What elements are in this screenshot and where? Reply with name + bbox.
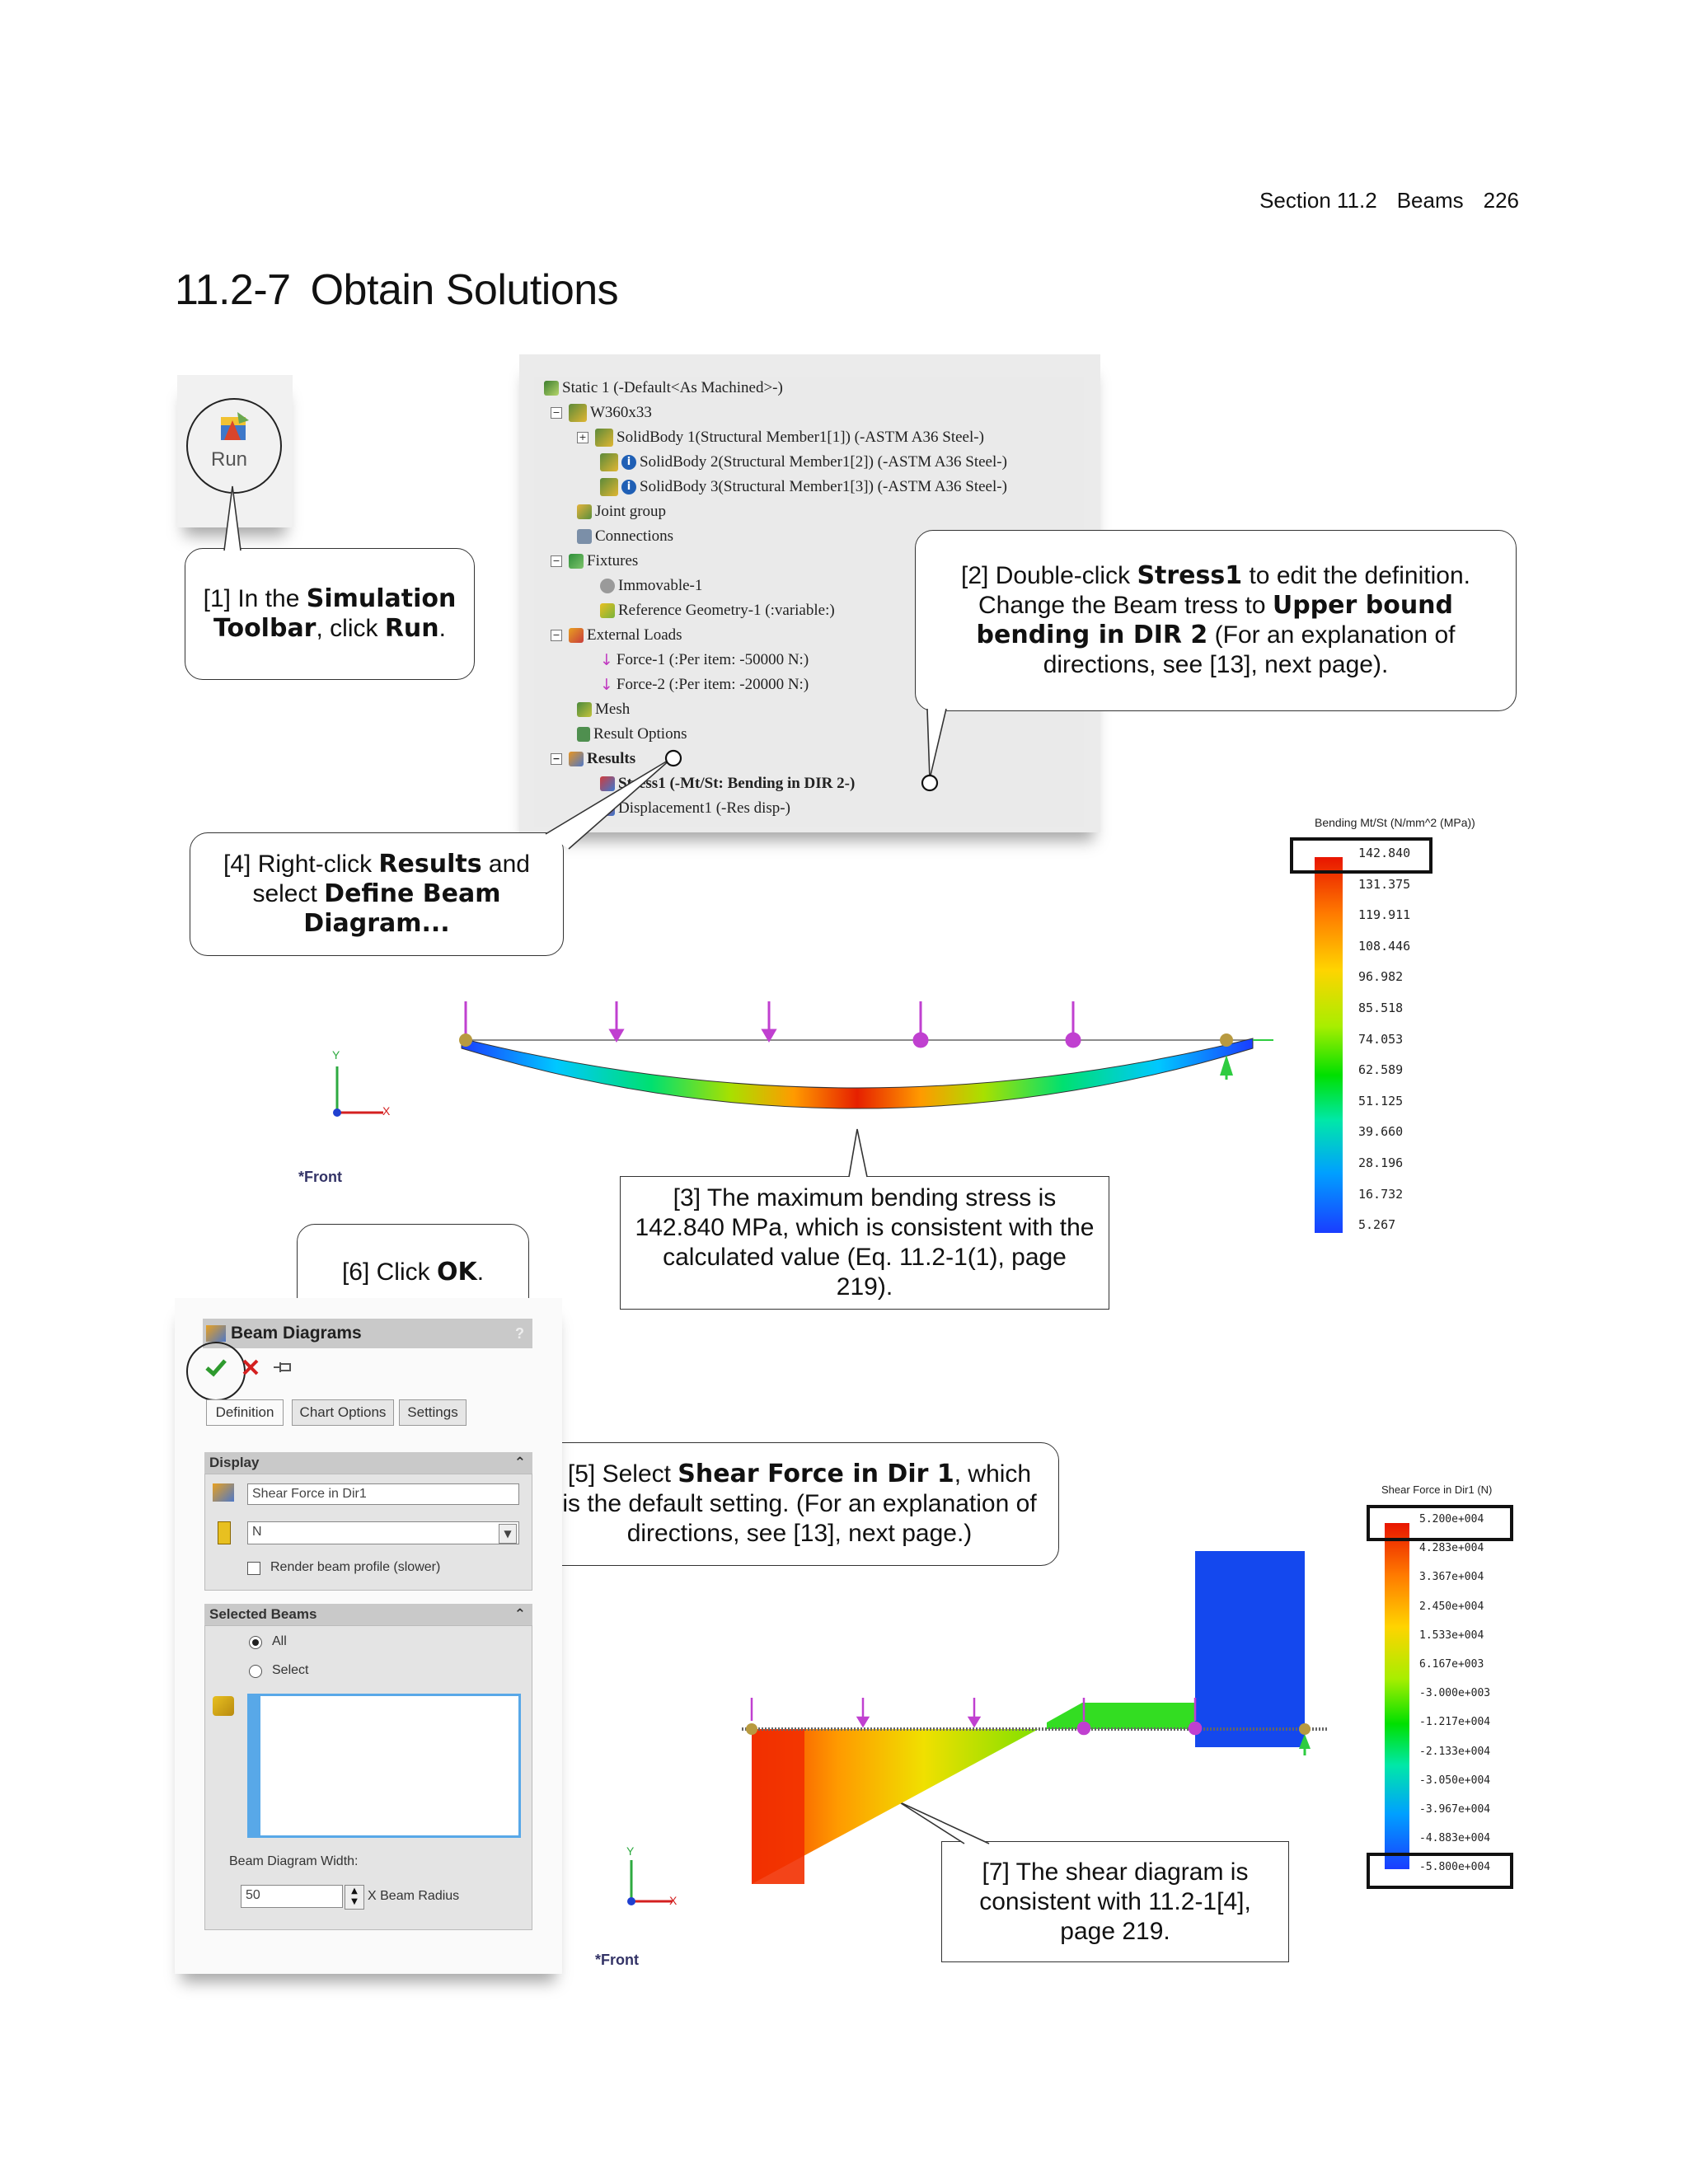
render-profile-label: Render beam profile (slower) bbox=[270, 1560, 441, 1574]
bending-legend-label: 85.518 bbox=[1358, 1001, 1404, 1015]
heading-number: 11.2-7 bbox=[175, 266, 291, 314]
axis-triad-bottom bbox=[620, 1850, 694, 1916]
topic-label: Beams bbox=[1396, 188, 1464, 213]
tree-item-refgeom[interactable]: Reference Geometry-1 (:variable:) bbox=[600, 602, 835, 620]
tab-chart-options[interactable]: Chart Options bbox=[292, 1399, 394, 1426]
radio-select-label: Select bbox=[272, 1663, 309, 1677]
collapse-icon[interactable]: − bbox=[551, 753, 562, 765]
tree-item-solid1[interactable]: + SolidBody 1(Structural Member1[1]) (-ASTM A36 Steel-) bbox=[577, 429, 984, 447]
collapse-chevron-icon[interactable]: ⌃ bbox=[513, 1606, 526, 1623]
display-type-icon bbox=[213, 1483, 234, 1502]
axis-y-label: Y bbox=[626, 1844, 635, 1858]
bending-legend-label: 5.267 bbox=[1358, 1217, 1396, 1233]
bending-legend-label: 51.125 bbox=[1358, 1093, 1404, 1108]
pushpin-icon bbox=[272, 1358, 295, 1376]
shear-legend-bar bbox=[1385, 1523, 1409, 1869]
tree-item-displacement[interactable]: Displacement1 (-Res disp-) bbox=[600, 799, 790, 818]
width-spinner[interactable]: ▲ ▼ bbox=[345, 1885, 364, 1910]
callout-2: [2] Double-click Stress1 to edit the definition. Change the Beam tress to Upper bound bending in DIR 2 (For an explanation of directions, see [13], next page). bbox=[915, 530, 1517, 711]
width-input[interactable]: 50 bbox=[241, 1885, 343, 1908]
shear-legend-label: 5.200e+004 bbox=[1419, 1513, 1484, 1526]
bending-legend-label: 131.375 bbox=[1358, 876, 1411, 892]
tree-item-force2[interactable]: ↓ Force-2 (:Per item: -20000 N:) bbox=[600, 676, 809, 694]
bending-legend-label: 28.196 bbox=[1358, 1155, 1404, 1170]
shear-legend-label: 4.283e+004 bbox=[1419, 1542, 1484, 1555]
dropdown-arrow-icon[interactable]: ▼ bbox=[499, 1524, 517, 1544]
info-icon: i bbox=[621, 480, 636, 494]
callout-4: [4] Right-click Results and select Define Beam Diagram... bbox=[190, 832, 564, 956]
shear-beam-plot bbox=[734, 1533, 1343, 1887]
display-section-header[interactable]: Display ⌃ bbox=[204, 1452, 532, 1474]
expand-icon[interactable]: + bbox=[577, 432, 588, 443]
shear-legend-label: 2.450e+004 bbox=[1419, 1600, 1484, 1613]
bending-legend-label: 62.589 bbox=[1358, 1062, 1404, 1078]
bending-legend-bar bbox=[1315, 857, 1343, 1233]
tree-item-external-loads[interactable]: − External Loads bbox=[551, 626, 682, 644]
units-icon bbox=[218, 1521, 231, 1544]
beam-selection-list[interactable] bbox=[247, 1694, 521, 1838]
info-icon: i bbox=[621, 455, 636, 470]
beam-select-icon bbox=[213, 1696, 234, 1716]
shear-legend-label: 3.367e+004 bbox=[1419, 1571, 1484, 1584]
render-profile-checkbox[interactable] bbox=[247, 1562, 260, 1575]
run-label: Run bbox=[211, 448, 248, 471]
tab-definition[interactable]: Definition bbox=[206, 1399, 284, 1426]
shear-legend-label: -4.883e+004 bbox=[1419, 1832, 1491, 1845]
tree-item-results[interactable]: − Results bbox=[551, 750, 635, 768]
tab-settings[interactable]: Settings bbox=[399, 1399, 467, 1426]
close-icon bbox=[241, 1357, 260, 1377]
tree-item-joint[interactable]: Joint group bbox=[577, 503, 666, 521]
bending-max-highlight bbox=[1290, 837, 1432, 874]
radio-all[interactable] bbox=[249, 1636, 262, 1649]
bending-legend-label: 74.053 bbox=[1358, 1031, 1404, 1047]
tree-item-connections[interactable]: Connections bbox=[577, 527, 673, 546]
shear-legend-label: -5.800e+004 bbox=[1419, 1861, 1491, 1874]
force-arrow-icon: ↓ bbox=[600, 651, 613, 669]
collapse-icon[interactable]: − bbox=[551, 630, 562, 641]
section-label: Section 11.2 bbox=[1259, 188, 1377, 213]
shear-legend-label: -3.000e+003 bbox=[1419, 1687, 1491, 1700]
shear-legend-label: -3.050e+004 bbox=[1419, 1774, 1491, 1787]
cancel-button[interactable] bbox=[241, 1357, 260, 1377]
width-label: Beam Diagram Width: bbox=[229, 1854, 359, 1868]
display-quantity-select[interactable]: Shear Force in Dir1 bbox=[247, 1483, 519, 1505]
heading-text: Obtain Solutions bbox=[310, 266, 619, 314]
beam-diagram-icon bbox=[206, 1325, 226, 1342]
bending-legend-title: Bending Mt/St (N/mm^2 (MPa)) bbox=[1315, 816, 1475, 829]
pushpin-button[interactable] bbox=[272, 1358, 295, 1376]
bending-legend-label: 108.446 bbox=[1358, 938, 1411, 954]
axis-x-label: X bbox=[669, 1894, 678, 1907]
view-label-bottom: *Front bbox=[595, 1952, 639, 1968]
bending-legend-label: 96.982 bbox=[1358, 969, 1404, 985]
shear-legend-label: -1.217e+004 bbox=[1419, 1716, 1491, 1729]
shear-legend-label: 6.167e+003 bbox=[1419, 1658, 1484, 1671]
tree-item-force1[interactable]: ↓ Force-1 (:Per item: -50000 N:) bbox=[600, 651, 809, 669]
callout-5: [5] Select Shear Force in Dir 1, which is the default setting. (For an explanation of directions, see [13], next page.) bbox=[540, 1442, 1059, 1566]
tree-item-result-options[interactable]: Result Options bbox=[577, 725, 687, 743]
collapse-chevron-icon[interactable]: ⌃ bbox=[513, 1455, 526, 1471]
tree-item-fixtures[interactable]: − Fixtures bbox=[551, 552, 638, 570]
force-arrow-icon: ↓ bbox=[600, 676, 613, 694]
bending-legend-label: 119.911 bbox=[1358, 907, 1411, 923]
bending-legend-label: 142.840 bbox=[1358, 846, 1411, 860]
tree-item-stress[interactable]: Stress1 (-Mt/St: Bending in DIR 2-) bbox=[600, 775, 855, 793]
page-number: 226 bbox=[1483, 188, 1519, 213]
callout-1: [1] In the Simulation Toolbar, click Run. bbox=[185, 548, 475, 680]
callout-6: [6] Click OK. bbox=[297, 1224, 529, 1320]
collapse-icon[interactable]: − bbox=[551, 407, 562, 419]
bending-legend-label: 16.732 bbox=[1358, 1186, 1404, 1202]
shear-legend-label: -2.133e+004 bbox=[1419, 1745, 1491, 1758]
shear-legend-label: 1.533e+004 bbox=[1419, 1629, 1484, 1642]
bending-beam-plot bbox=[429, 989, 1286, 1187]
tree-item-solid2[interactable]: i SolidBody 2(Structural Member1[2]) (-ASTM A36 Steel-) bbox=[600, 453, 1007, 471]
tree-item-immovable[interactable]: Immovable-1 bbox=[600, 577, 702, 595]
shear-legend-title: Shear Force in Dir1 (N) bbox=[1381, 1483, 1493, 1496]
shear-min-highlight bbox=[1367, 1853, 1513, 1889]
callout-3: [3] The maximum bending stress is 142.840 MPa, which is consistent with the calculated value (Eq. 11.2-1(1), page 219). bbox=[620, 1176, 1109, 1310]
callout-7: [7] The shear diagram is consistent with 11.2-1[4], page 219. bbox=[941, 1841, 1289, 1962]
axis-x-label: X bbox=[382, 1104, 391, 1118]
radio-select[interactable] bbox=[249, 1665, 262, 1678]
tree-item-body[interactable]: − W360x33 bbox=[551, 404, 652, 422]
help-icon[interactable]: ? bbox=[515, 1325, 524, 1342]
tree-item-solid3[interactable]: i SolidBody 3(Structural Member1[3]) (-ASTM A36 Steel-) bbox=[600, 478, 1007, 496]
radio-all-label: All bbox=[272, 1634, 287, 1648]
units-select[interactable]: N ▼ bbox=[247, 1521, 519, 1544]
tree-item-study[interactable]: Static 1 (-Default<As Machined>-) bbox=[544, 379, 783, 397]
shear-max-highlight bbox=[1367, 1505, 1513, 1541]
collapse-icon[interactable]: − bbox=[551, 555, 562, 567]
bending-legend-label: 39.660 bbox=[1358, 1124, 1404, 1140]
ok-highlight-circle bbox=[186, 1342, 246, 1401]
axis-y-label: Y bbox=[332, 1048, 340, 1062]
shear-legend-label: -3.967e+004 bbox=[1419, 1803, 1491, 1816]
width-suffix-label: X Beam Radius bbox=[368, 1889, 460, 1903]
tree-item-mesh[interactable]: Mesh bbox=[577, 701, 630, 719]
selected-beams-header[interactable]: Selected Beams ⌃ bbox=[204, 1604, 532, 1625]
panel-title-bar: Beam Diagrams ? bbox=[203, 1319, 532, 1348]
view-label-top: *Front bbox=[298, 1169, 342, 1185]
